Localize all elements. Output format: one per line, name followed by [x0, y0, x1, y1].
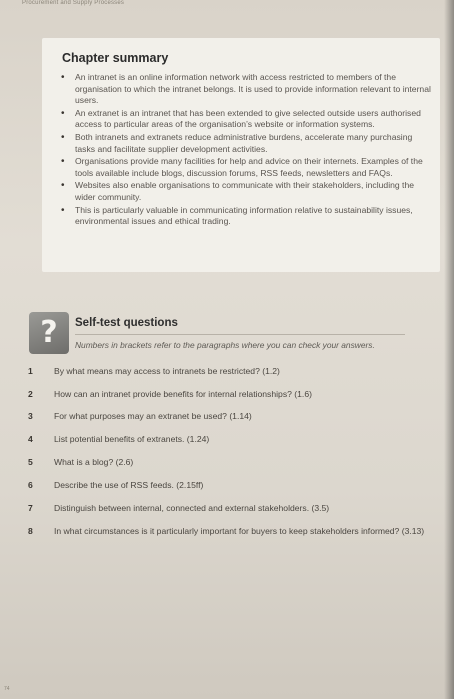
summary-bullet: • Websites also enable organisations to communicate with their stakeholders, including the wider community. [61, 180, 433, 203]
page-number: 74 [4, 686, 10, 692]
question-number: 8 [28, 526, 33, 536]
page-edge-shadow [444, 0, 454, 699]
question-number: 3 [28, 411, 33, 421]
summary-bullet: • An extranet is an intranet that has been extended to give selected outside users authorised access to particular areas of the organisation’s website or information systems. [61, 108, 433, 131]
chapter-summary-box [42, 38, 440, 272]
question-text: In what circumstances is it particularly important for buyers to keep stakeholders informed? (3.13) [54, 526, 425, 536]
question-text: What is a blog? (2.6) [54, 457, 134, 467]
summary-bullet: • This is particularly valuable in communicating information relative to sustainability issues, environmental issues and ethical trading. [61, 205, 433, 228]
self-test-divider [75, 334, 405, 335]
summary-bullet: • Organisations provide many facilities for help and advice on their internets. Examples of the tools available include blogs, discussion forums, RSS feeds, newsletters and FAQs. [61, 156, 433, 179]
question-text: By what means may access to intranets be restricted? (1.2) [54, 366, 280, 376]
question-number: 4 [28, 434, 33, 444]
summary-bullet-list [61, 72, 433, 229]
question-number: 1 [28, 366, 33, 376]
self-test-title: Self-test questions [75, 317, 178, 329]
question-mark-icon: ? [29, 312, 69, 354]
summary-bullet: • Both intranets and extranets reduce administrative burdens, accelerate many purchasing tasks and facilitate supplier development activities. [61, 132, 433, 155]
summary-bullet: • An intranet is an online information network with access restricted to members of the organisation to which the intranet belongs. It is used to provide information relevant to internal users. [61, 72, 433, 107]
running-head: Procurement and Supply Processes [22, 0, 125, 6]
question-text: List potential benefits of extranets. (1.24) [54, 434, 210, 444]
question-text: Describe the use of RSS feeds. (2.15ff) [54, 480, 204, 490]
question-number: 7 [28, 503, 33, 513]
self-test-note: Numbers in brackets refer to the paragraphs where you can check your answers. [75, 340, 375, 350]
question-text: Distinguish between internal, connected and external stakeholders. (3.5) [54, 503, 330, 513]
question-text: How can an intranet provide benefits for internal relationships? (1.6) [54, 389, 312, 399]
question-number: 6 [28, 480, 33, 490]
question-text: For what purposes may an extranet be used? (1.14) [54, 411, 252, 421]
question-number: 5 [28, 457, 33, 467]
chapter-summary-title: Chapter summary [62, 51, 169, 65]
question-number: 2 [28, 389, 33, 399]
